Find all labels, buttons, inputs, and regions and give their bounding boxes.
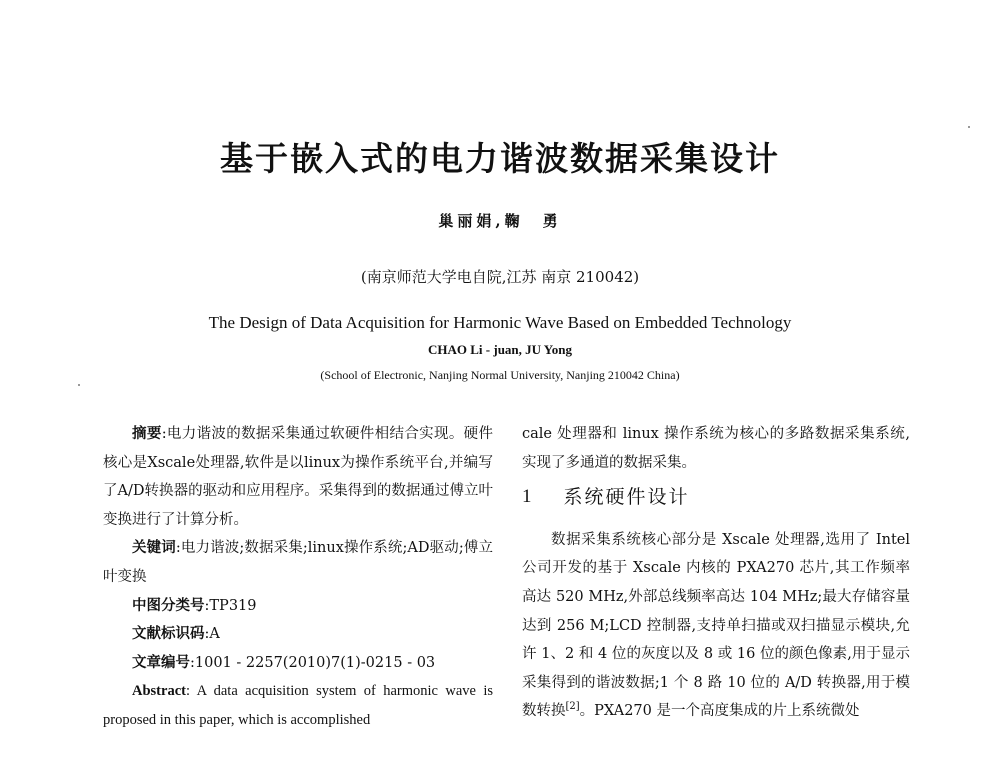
section-title: 系统硬件设计 — [563, 486, 690, 509]
abstract-paragraph — [103, 420, 493, 534]
english-affiliation: (School of Electronic, Nanjing Normal University, Nanjing 210042 China) — [320, 368, 680, 382]
section-number: 1 — [522, 486, 534, 508]
doc-code-text: :A — [204, 626, 220, 643]
body-paragraph — [522, 526, 910, 726]
english-abstract-paragraph — [103, 677, 493, 734]
intro-continuation: cale 处理器和 linux 操作系统为核心的多路数据采集系统,实现了多通道的数据采集。 — [522, 426, 910, 471]
article-number-label: 文章编号 — [132, 653, 190, 671]
right-column — [522, 420, 910, 726]
clc-paragraph — [103, 592, 493, 621]
body-text: 数据采集系统核心部分是 Xscale 处理器,选用了 Intel 公司开发的基于 Xscale 内核的 PXA270 芯片,其工作频率高达 520 MHz,外部总线频率高达 104 MHz;最大存储容量达到 256 M;LCD 控制器,支持单扫描或双扫描显示模块,允许 1、2 和 4 位的灰度以及 8 或 16 位的颜色像素,用于显示采集得到的谐波数据;1 个 8 路 10 位的 A/D 转换器,用于模数转换 — [522, 531, 910, 720]
section-heading — [522, 483, 910, 512]
left-column — [103, 420, 493, 735]
doc-code-paragraph — [103, 620, 493, 649]
article-number-paragraph — [103, 649, 493, 678]
reference-mark[interactable]: [2] — [565, 701, 580, 713]
clc-label: 中图分类号 — [132, 596, 205, 614]
english-abstract-text: : A data acquisition system of harmonic wave is proposed in this paper, which is accomplished — [103, 683, 493, 728]
english-abstract-label: Abstract — [132, 683, 186, 700]
authors: 巢丽娟,鞠 勇 — [438, 212, 562, 230]
keywords-paragraph — [103, 534, 493, 591]
keywords-label: 关键词 — [132, 539, 176, 557]
abstract-label: 摘要 — [132, 425, 162, 442]
english-title: The Design of Data Acquisition for Harmonic Wave Based on Embedded Technology — [208, 313, 792, 332]
article-number-text: :1001 - 2257(2010)7(1)-0215 - 03 — [190, 654, 436, 671]
english-authors: CHAO Li - juan, JU Yong — [428, 342, 572, 357]
keywords-text: :电力谐波;数据采集;linux操作系统;AD驱动;傅立叶变换 — [103, 540, 493, 585]
clc-text: :TP319 — [204, 597, 257, 614]
paper-title: 基于嵌入式的电力谐波数据采集设计 — [220, 139, 780, 178]
scan-speck — [78, 384, 80, 386]
affiliation: (南京师范大学电自院,江苏 南京 210042) — [360, 268, 640, 286]
body-text-continued: 。PXA270 是一个高度集成的片上系统微处 — [579, 703, 860, 720]
abstract-text: :电力谐波的数据采集通过软硬件相结合实现。硬件核心是Xscale处理器,软件是以linux为操作系统平台,并编写了A/D转换器的驱动和应用程序。采集得到的数据通过傅立叶变换进行了计算分析。 — [103, 426, 494, 528]
scan-speck — [968, 126, 970, 128]
doc-code-label: 文献标识码 — [132, 625, 205, 643]
